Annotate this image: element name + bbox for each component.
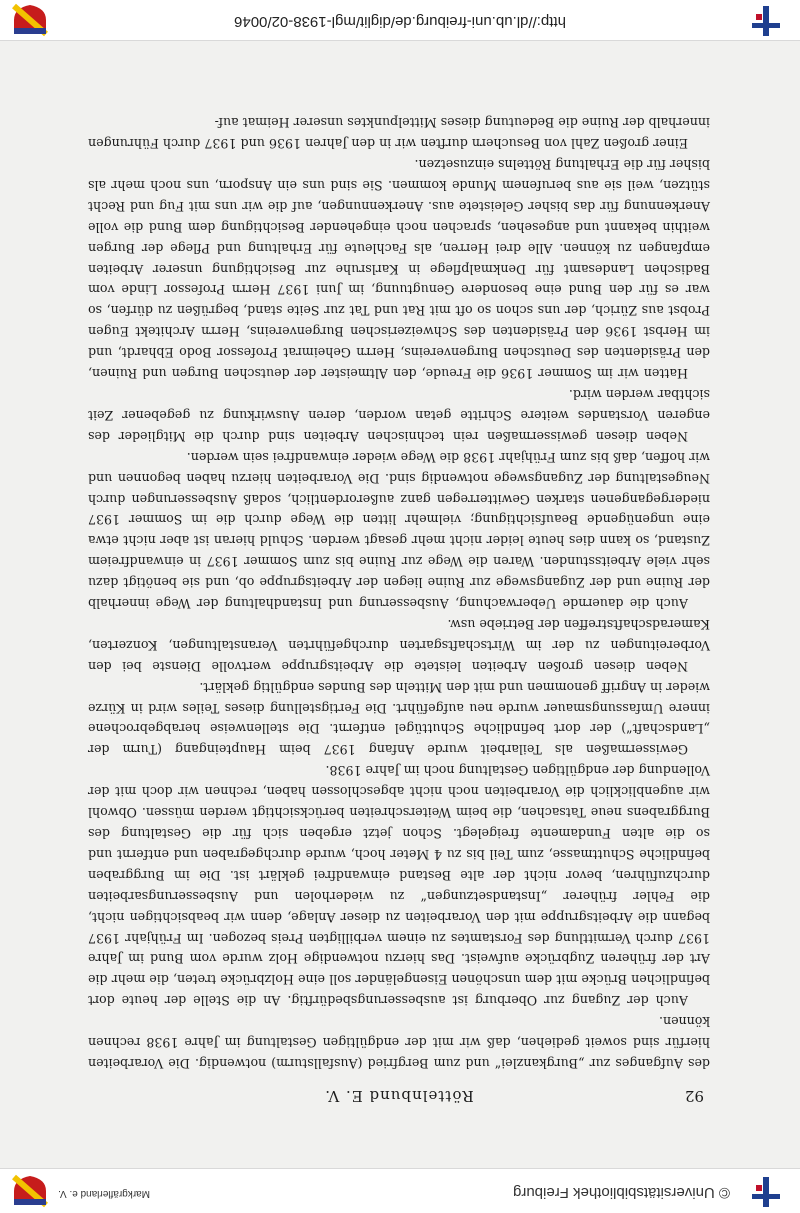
viewer-footer: [0, 0, 800, 41]
association-name-text: Markgräflerland e. V.: [58, 1188, 150, 1199]
paragraph: Einer großen Zahl von Besuchern durften wir in den Jahren 1936 und 1937 durch Führungen innerhalb der Ruine die Bedeutung dieses Mittelpunktes unserer Heimat auf-: [88, 115, 710, 152]
paragraph: Hatten wir im Sommer 1936 die Freude, den Altmeister der deutschen Burgen und Ruinen, den Präsidenten des Deutschen Burgenvereins, Herrn Geheimrat Professor Bodo Ebhardt, und im Herbst 1936 den Präsidenten des Schweizerischen Burgenvereins, Herrn Architekt Eugen Probst aus Zürich, der uns schon so oft mit Rat und Tat zur Seite stand, begrüßen zu dürfen, so war es für den Bund eine besondere Genugtuung, im Juni 1937 Herrn Professor Linde vom Badischen Landesamt für Denkmalpflege in Karlsruhe zur Besichtigung unserer Arbeiten empfangen zu können. Alle drei Herren, als Fachleute für Erhaltung und Pflege der Burgen weithin bekannt und angesehen, sprachen noch eingehender Besichtigung dem Bund die volle Anerkennung für das bisher Geleistete aus. Anerkennungen, auf die wir uns mit Fug und Recht stützen, weil sie aus berufenem Munde kommen. Sie sind uns ein Ansporn, uns noch mehr als bisher für die Erhaltung Röttelns einzusetzen.: [88, 157, 710, 382]
document-url-link[interactable]: http://dl.ub.uni-freiburg.de/diglit/mgl-1938-02/0046: [234, 13, 566, 30]
running-title: Röttelnbund E. V.: [324, 1087, 474, 1105]
paragraph: Neben diesen gewissermaßen rein technischen Arbeiten sind durch die Mitglieder des engeren Vorstandes weitere Schritte getan worden, deren Auswirkung zu gegebener Zeit sichtbar werden wird.: [88, 387, 710, 444]
page-number: 92: [684, 1087, 704, 1105]
library-copyright-text: © Universitätsbibliothek Freiburg: [513, 1184, 730, 1201]
paragraph: Neben diesen großen Arbeiten leistete die Arbeitsgruppe wertvolle Dienste bei den Vorbereitungen zu der im Wirtschaftsgarten durchgeführten Veranstaltungen, Konzerten, Kameradschaftstreffen der Betriebe usw.: [88, 616, 710, 674]
viewer-header: [0, 1168, 800, 1213]
paragraph: des Aufganges zur „Burgkanzlei“ und zum Bergfried (Ausfallsturm) notwendig. Die Vorarbeiten hierfür sind soweit gediehen, daß wir mit der endgültigen Gestaltung im Jahre 1938 rechnen können.: [88, 1014, 710, 1071]
association-coat-of-arms-icon: [12, 4, 48, 36]
paragraph: Auch die dauernde Ueberwachung, Ausbesserung und Instandhaltung der Wege innerhalb der Ruine und der Zugangswege zur Ruine liegen der Arbeitsgruppe ob, und sie benötigt dazu sehr viele Arbeitsstunden. Waren die Wege zur Ruine bis zum Sommer 1937 in einwandfreiem Zustand, so kann dies heute leider nicht mehr gesagt werden. Schuld hieran ist aber nicht etwa eine ungenügende Beaufsichtigung; vielmehr litten die Wege durch die im Sommer 1937 niedergegangenen starken Gewitterregen ganz außerordentlich, sodaß Ausbesserungen durch Neugestaltung der Zugangswege notwendig sind. Die Vorarbeiten hierzu haben begonnen und wir hoffen, daß bis zum Frühjahr 1938 die Wege wieder einwandfrei sein werden.: [88, 449, 710, 612]
association-coat-of-arms-icon: [12, 1175, 48, 1207]
paragraph: Auch der Zugang zur Oberburg ist ausbesserungsbedürftig. An die Stelle der heute dort befindlichen Brücke mit dem unschönen Eisengeländer soll eine Holzbrücke treten, die mehr die Art der früheren Zugbrücke aufweist. Das hierzu notwendige Holz wurde vom Bund im Jahre 1937 durch Vermittlung des Forstamtes zu einem verbilligten Preis bezogen. Im Frühjahr 1937 begann die Arbeitsgruppe mit den Vorarbeiten zu dieser Anlage, denn wir beabsichtigen nicht, die Fehler früherer „Instandsetzungen“ zu wiederholen und Ausbesserungsarbeiten durchzuführen, bevor nicht der alte Bestand einwandfrei geklärt ist. Die im Burggraben befindliche Schuttmasse, zum Teil bis zu 4 Meter hoch, wurde durchgegraben und entfernt und so die alten Fundamente freigelegt. Schon jetzt ergeben sich für die Gestaltung des Burggrabens neue Tatsachen, die beim Weiterschreiten berücksichtigt werden müssen. Obwohl wir augenblicklich die Vorarbeiten noch nicht abgeschlossen haben, rechnen wir doch mit der Vollendung der endgültigen Gestaltung noch im Jahre 1938.: [88, 763, 710, 1009]
university-library-logo-icon: [752, 1177, 780, 1207]
paragraph: Gewissermaßen als Teilarbeit wurde Anfang 1937 beim Haupteingang (Turm der „Landschaft“) der dort befindliche Schuttügel entfernt. Die stellenweise herabgebrochene innere Umfassungsmauer wurde neu aufgeführt. Die Fertigstellung dieses Teiles wird in Kürze wieder in Angriff genommen und mit den Mitteln des Bundes endgültig geklärt.: [88, 679, 710, 758]
body-text: [88, 115, 710, 1073]
running-head: [94, 1083, 704, 1105]
